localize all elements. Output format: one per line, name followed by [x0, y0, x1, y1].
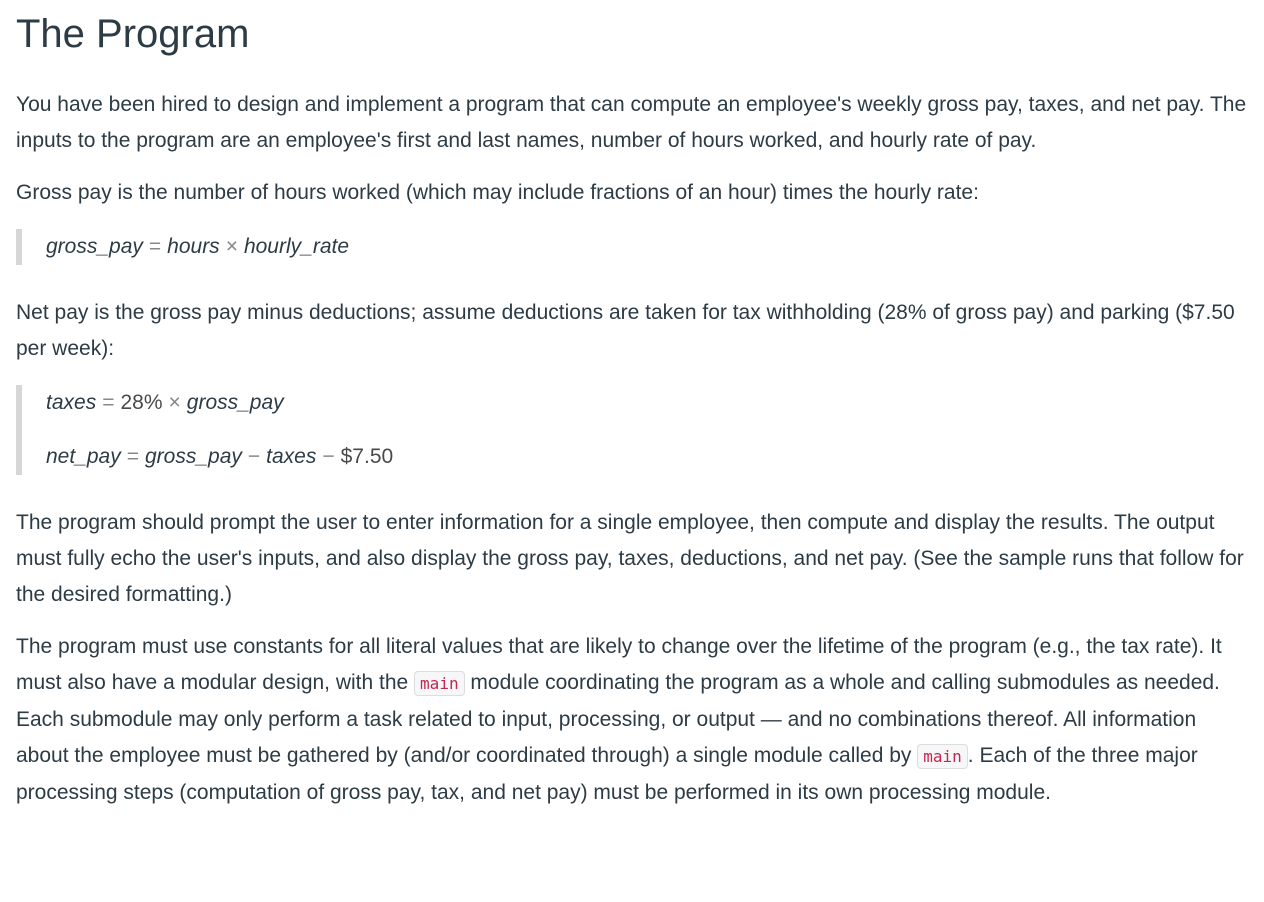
page-title: The Program	[16, 12, 250, 56]
formula-var: net_pay	[46, 445, 121, 468]
formula-var: hours	[167, 235, 220, 258]
gross-pay-paragraph: Gross pay is the number of hours worked (which may include fractions of an hour) times the hourly rate:	[16, 181, 979, 204]
times-sign: ×	[168, 391, 181, 414]
inline-code-main: main	[414, 671, 465, 696]
design-text: module coordinating the program as a whole and calling submodules as needed. Each submodule may only perform a task related to input, processing, or output — and no combinations thereof. All information about the employee must be gathered by (and/or coordinated through) a single module called by	[16, 671, 1220, 767]
deductions-formulas	[16, 385, 1248, 475]
formula-var: gross_pay	[186, 391, 284, 414]
equals-sign: =	[126, 445, 139, 468]
formula-number: $7.50	[340, 445, 394, 468]
times-sign: ×	[225, 235, 238, 258]
minus-sign: −	[247, 445, 261, 468]
design-paragraph	[16, 629, 1248, 811]
equals-sign: =	[102, 391, 115, 414]
net-pay-equation	[46, 439, 1248, 475]
gross-pay-equation	[46, 229, 1248, 265]
gross-pay-formula	[16, 229, 1248, 265]
design-text: . Each of the three major processing steps (computation of gross pay, tax, and net pay) must be performed in its own processing module.	[16, 744, 1198, 804]
formula-var: taxes	[46, 391, 97, 414]
formula-var: gross_pay	[46, 235, 143, 258]
formula-var: taxes	[266, 445, 317, 468]
taxes-equation	[46, 385, 1248, 421]
output-paragraph: The program should prompt the user to enter information for a single employee, then compute and display the results. The output must fully echo the user's inputs, and also display the gross pay, taxes, deductions, and net pay. (See the sample runs that follow for the desired formatting.)	[16, 511, 1244, 606]
minus-sign: −	[322, 445, 335, 468]
net-pay-paragraph: Net pay is the gross pay minus deductions; assume deductions are taken for tax withholding (28% of gross pay) and parking ($7.50 per week):	[16, 301, 1235, 360]
formula-number: 28%	[120, 391, 163, 414]
formula-var: gross_pay	[145, 445, 242, 468]
inline-code-main: main	[917, 744, 968, 769]
document	[0, 10, 1264, 811]
intro-paragraph: You have been hired to design and implement a program that can compute an employee's weekly gross pay, taxes, and net pay. The inputs to the program are an employee's first and last names, number of hours worked, and hourly rate of pay.	[16, 93, 1247, 152]
formula-var: hourly_rate	[243, 235, 350, 258]
equals-sign: =	[148, 235, 162, 258]
design-text: The program must use constants for all literal values that are likely to change over the lifetime of the program (e.g., the tax rate). It must also have a modular design, with the	[16, 635, 1222, 694]
